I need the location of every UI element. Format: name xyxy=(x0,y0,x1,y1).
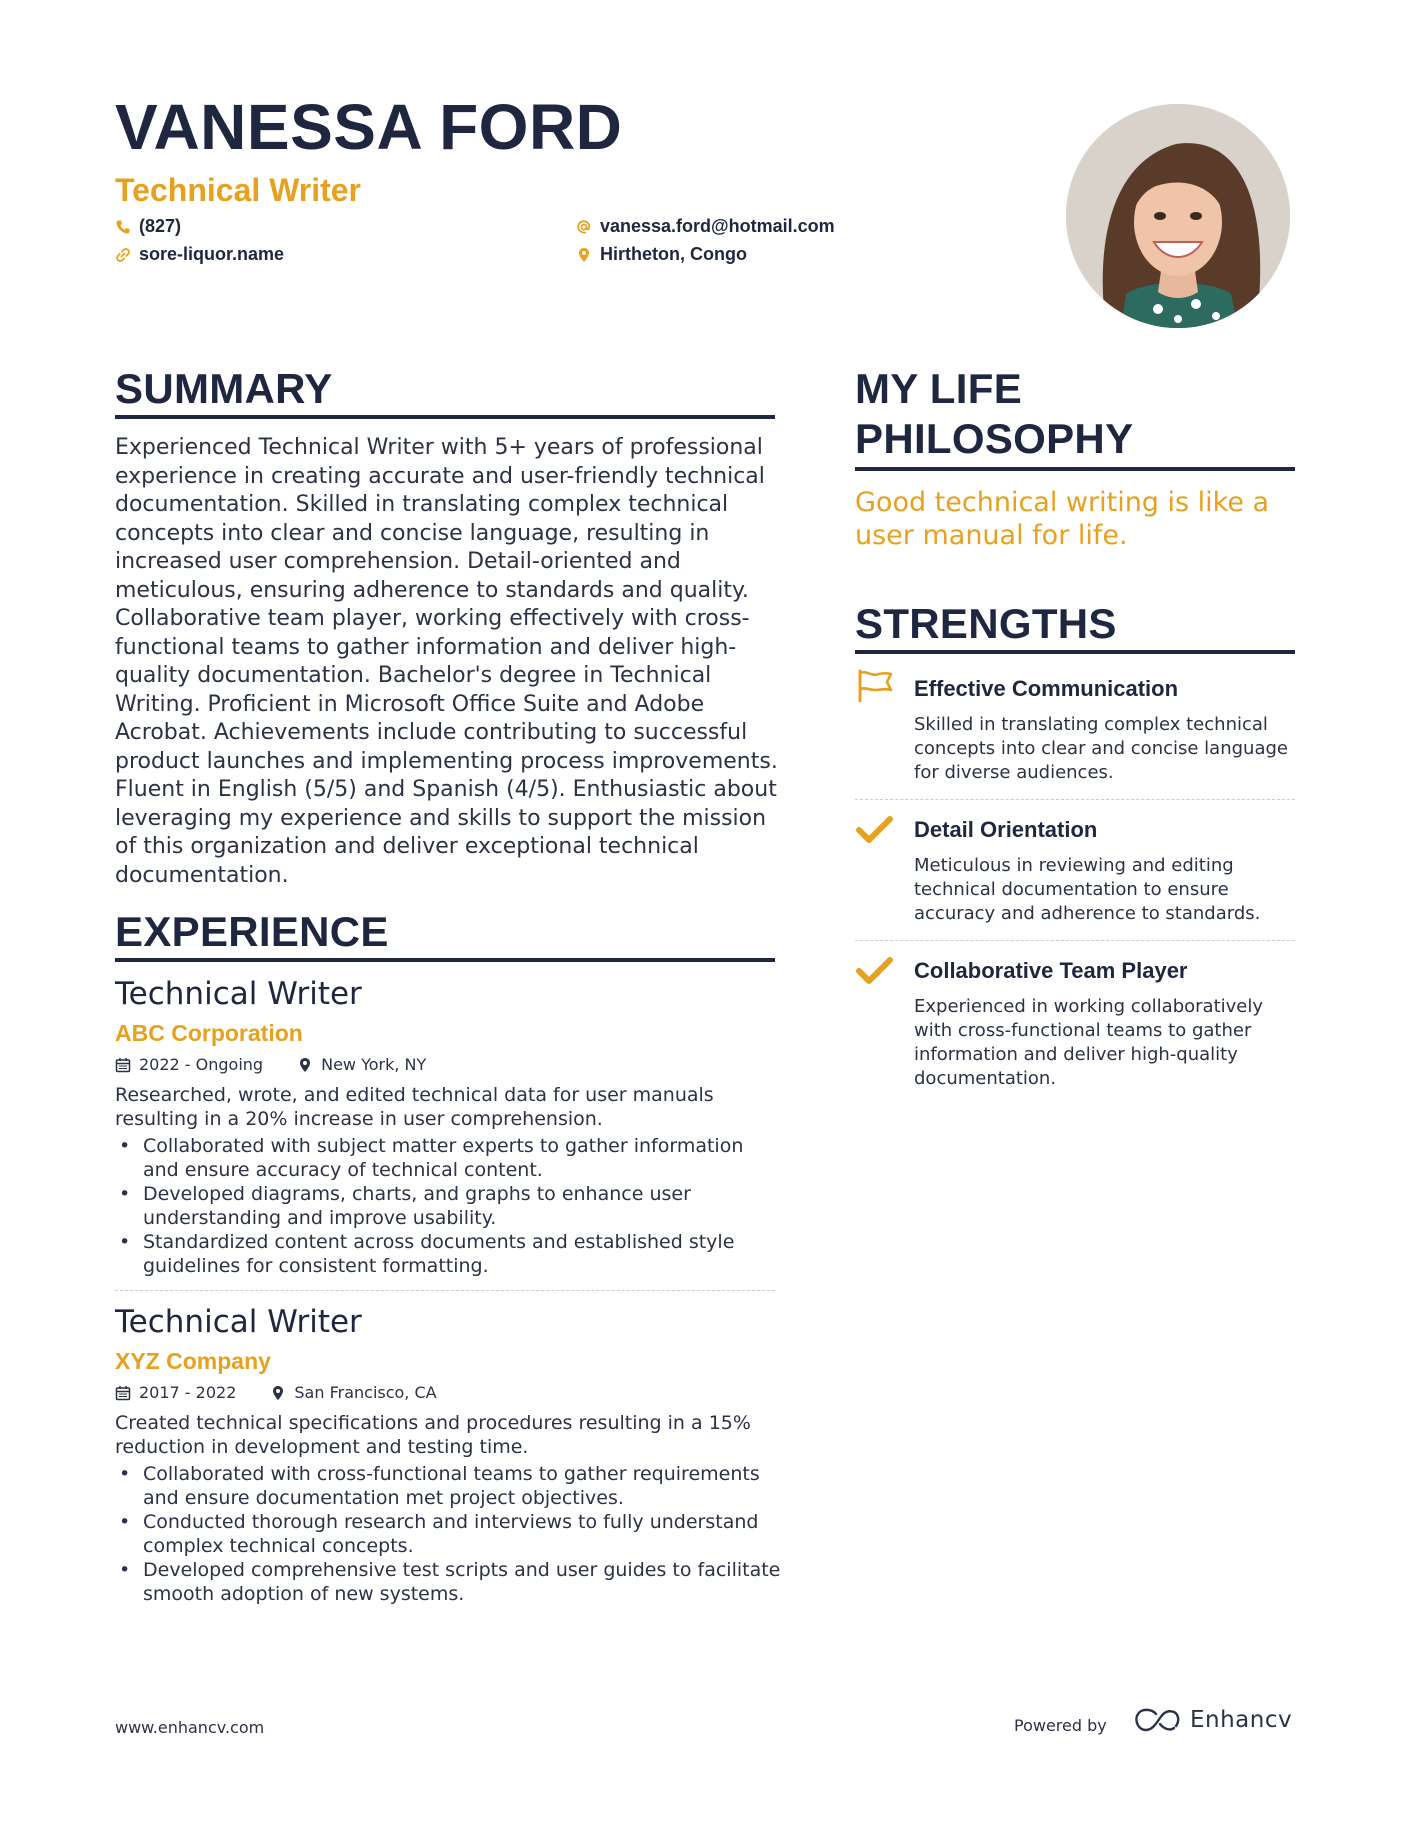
phone-text: (827) xyxy=(139,216,182,236)
profile-photo xyxy=(1066,104,1290,328)
map-pin-icon xyxy=(297,1057,313,1073)
job-bullet-list xyxy=(115,1134,785,1278)
strengths-divider xyxy=(855,650,1295,654)
job-separator xyxy=(115,1290,775,1291)
strength-title: Effective Communication xyxy=(914,676,1179,701)
experience-divider xyxy=(115,958,775,962)
calendar-icon xyxy=(115,1057,131,1073)
job-bullet: • Developed comprehensive test scripts and user guides to facilitate smooth adoption of new systems. xyxy=(115,1558,785,1606)
job-bullet: • Standardized content across documents and established style guidelines for consistent formatting. xyxy=(115,1230,785,1278)
map-pin-icon xyxy=(270,1385,286,1401)
experience-heading: EXPERIENCE xyxy=(115,908,389,955)
summary-text: Experienced Technical Writer with 5+ years of professional experience in creating accurate and user-friendly technical documentation. Skilled in translating complex technical concepts into clear and concise language, resulting in increased user comprehension. Detail-oriented and meticulous, ensuring adherence to standards and quality. Collaborative team player, working effectively with cross-functional teams to gather information and deliver high-quality documentation. Bachelor's degree in Technical Writing. Proficient in Microsoft Office Suite and Adobe Acrobat. Achievements include contributing to successful product launches and implementing process improvements. Fluent in English (5/5) and Spanish (4/5). Enthusiastic about leveraging my experience and skills to support the mission of this organization and deliver exceptional technical documentation. xyxy=(115,435,778,888)
contact-phone xyxy=(115,216,181,237)
contact-email[interactable] xyxy=(576,216,835,237)
calendar-icon xyxy=(115,1385,131,1401)
summary-heading: SUMMARY xyxy=(115,365,333,412)
job-description: Researched, wrote, and edited technical data for user manuals resulting in a 20% increase in user comprehension. xyxy=(115,1084,714,1130)
footer-powered-by: Powered by xyxy=(1014,1716,1107,1735)
email-text: vanessa.ford@hotmail.com xyxy=(600,216,835,236)
at-icon xyxy=(576,219,592,235)
check-icon xyxy=(855,954,895,988)
job-company: XYZ Company xyxy=(115,1348,271,1374)
candidate-name: VANESSA FORD xyxy=(115,91,623,163)
job-meta xyxy=(115,1055,426,1074)
job-title: Technical Writer xyxy=(115,1304,362,1340)
strength-description: Experienced in working collaboratively with cross-functional teams to gather information and deliver high-quality documentation. xyxy=(914,996,1264,1089)
philosophy-divider xyxy=(855,467,1295,471)
job-dates: 2022 - Ongoing xyxy=(139,1055,264,1074)
location-text: Hirtheton, Congo xyxy=(600,244,747,264)
strengths-heading: STRENGTHS xyxy=(855,600,1117,647)
philosophy-heading-line2: PHILOSOPHY xyxy=(855,415,1134,463)
enhancv-logo[interactable] xyxy=(1134,1706,1292,1734)
summary-divider xyxy=(115,415,775,419)
strength-description: Skilled in translating complex technical concepts into clear and concise language for diverse audiences. xyxy=(914,714,1288,783)
enhancv-logo-icon xyxy=(1134,1706,1182,1734)
footer-url[interactable]: www.enhancv.com xyxy=(115,1718,265,1737)
job-bullet: • Conducted thorough research and interviews to fully understand complex technical concepts. xyxy=(115,1510,785,1558)
job-company: ABC Corporation xyxy=(115,1020,303,1046)
job-dates: 2017 - 2022 xyxy=(139,1383,237,1402)
philosophy-heading-line1: MY LIFE xyxy=(855,365,1023,412)
website-text: sore-liquor.name xyxy=(139,244,285,264)
job-bullet: • Developed diagrams, charts, and graphs to enhance user understanding and improve usability. xyxy=(115,1182,785,1230)
contact-website[interactable] xyxy=(115,244,284,265)
check-icon xyxy=(855,813,895,847)
strength-title: Detail Orientation xyxy=(914,817,1098,842)
flag-icon xyxy=(855,668,895,702)
enhancv-brand-text: Enhancv xyxy=(1190,1707,1293,1733)
job-title: Technical Writer xyxy=(115,976,362,1012)
strength-description: Meticulous in reviewing and editing technical documentation to ensure accuracy and adherence to standards. xyxy=(914,855,1261,924)
philosophy-quote: Good technical writing is like a user manual for life. xyxy=(855,487,1270,551)
link-icon xyxy=(115,247,131,263)
contact-location xyxy=(576,244,747,265)
philosophy-heading xyxy=(855,364,1133,465)
job-location: New York, NY xyxy=(321,1055,427,1074)
portrait-illustration xyxy=(1066,104,1290,328)
candidate-title: Technical Writer xyxy=(115,172,361,208)
job-bullet-list xyxy=(115,1462,785,1606)
job-bullet: • Collaborated with cross-functional teams to gather requirements and ensure documentation met project objectives. xyxy=(115,1462,785,1510)
job-description: Created technical specifications and procedures resulting in a 15% reduction in development and testing time. xyxy=(115,1412,751,1458)
job-location: San Francisco, CA xyxy=(294,1383,437,1402)
strength-separator xyxy=(855,940,1295,941)
phone-icon xyxy=(115,219,131,235)
map-pin-icon xyxy=(576,247,592,263)
strength-separator xyxy=(855,799,1295,800)
job-meta xyxy=(115,1383,437,1402)
strength-title: Collaborative Team Player xyxy=(914,958,1188,983)
job-bullet: • Collaborated with subject matter experts to gather information and ensure accuracy of technical content. xyxy=(115,1134,785,1182)
